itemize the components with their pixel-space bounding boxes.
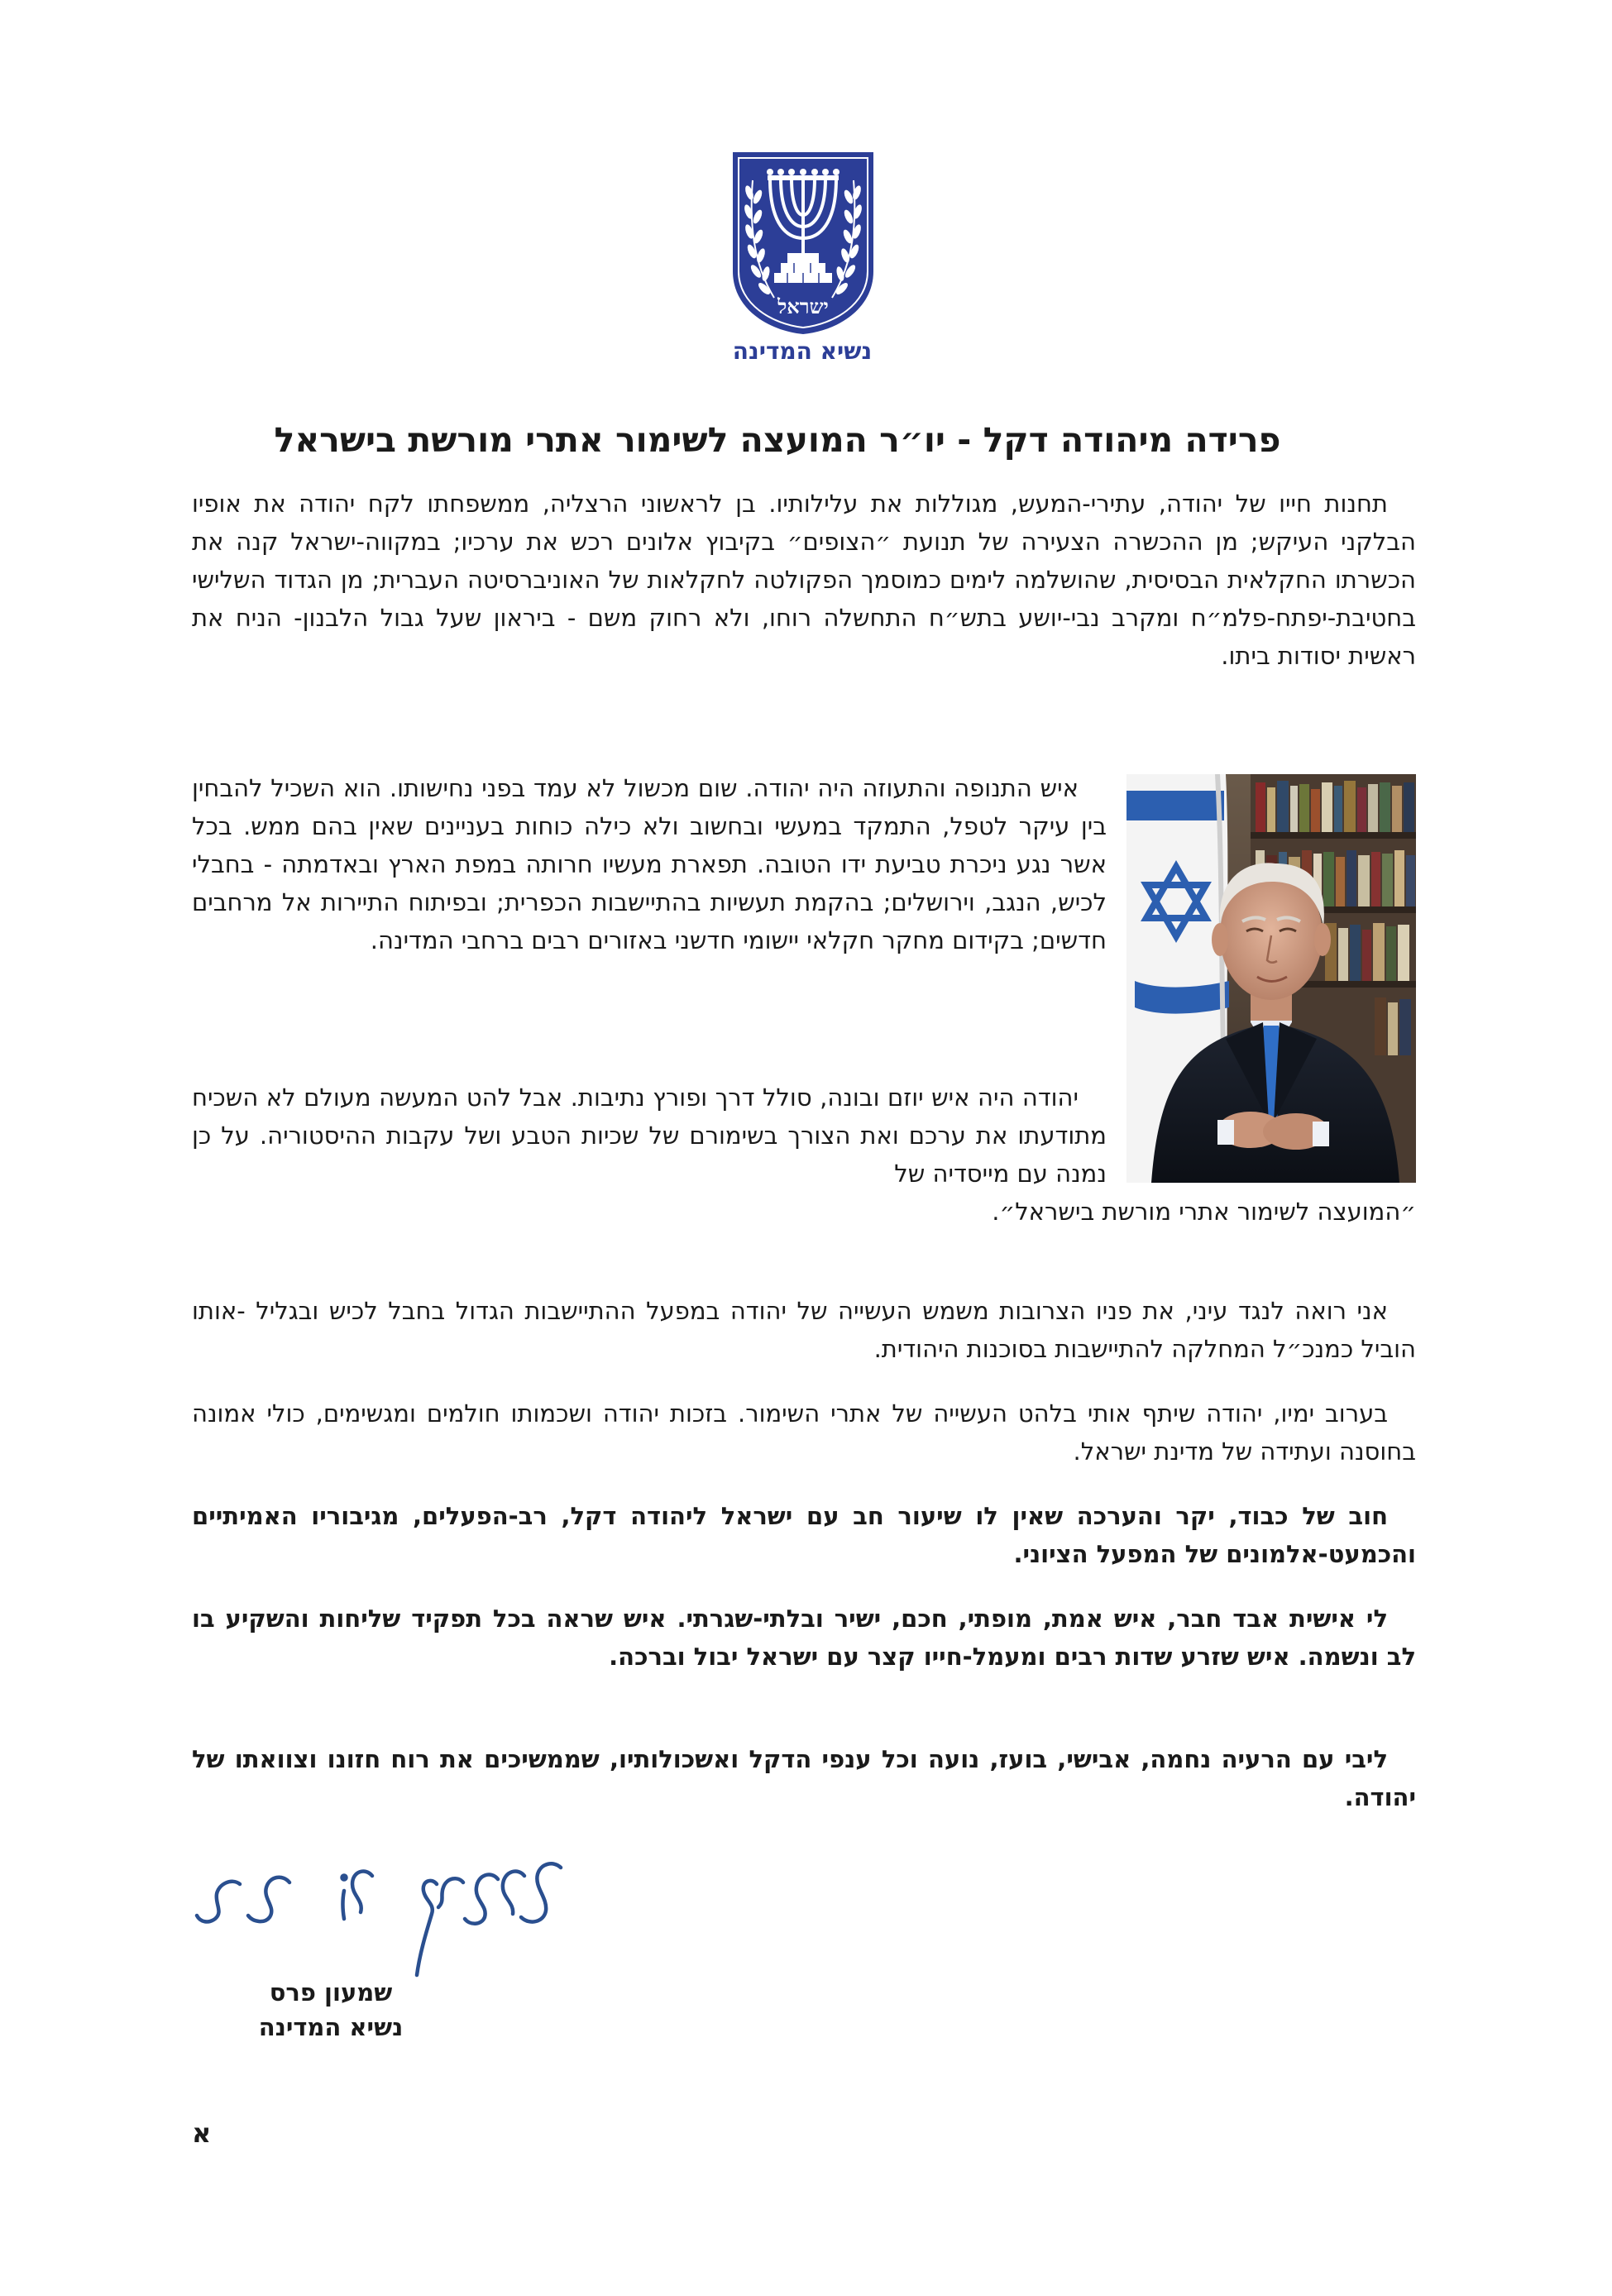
- signatory-role: נשיא המדינה: [258, 2013, 404, 2041]
- paragraph-initiator-continued: [192, 1193, 1416, 1231]
- portrait-photo: [1126, 774, 1416, 1183]
- paragraph-debt-of-honor: [192, 1497, 1416, 1573]
- document-title: פרידה מיהודה דקל - יו״ר המועצה לשימור אתרי מורשת בישראל: [274, 420, 1281, 460]
- paragraph-character: [192, 769, 1107, 959]
- paragraph-late-years: [192, 1394, 1416, 1471]
- state-emblem-icon: [728, 147, 878, 337]
- emblem-caption: נשיא המדינה: [732, 337, 873, 365]
- paragraph-personal-loss: [192, 1600, 1416, 1676]
- emblem-lettering: ישראל: [777, 294, 829, 318]
- paragraph-text: אני רואה לנגד עיני, את פניו הצרובות משמש העשייה של יהודה במפעל ההתיישבות הגדול בחבל לכיש ובגליל -אותו הוביל כמנכ״ל המחלקה להתיישבות בסוכנות היהודית.: [192, 1297, 1416, 1363]
- paragraph-text: איש התנופה והתעוזה היה יהודה. שום מכשול לא עמד בפני נחישותו. הוא השכיל להבחין בין עיקר לטפל, התמקד במעשי ובחשוב ולא כילה כוחות בעניינים שאין בהם ממש. בכל אשר נגע ניכרת טביעת ידו הטובה. תפארת מעשיו חרותה במפת הארץ ובאדמתה - בחבלי לכיש, הנגב, וירושלים; בהקמת תעשיות בהתיישבות הכפרית; ובפיתוח התיירות אל מרחבים חדשים; בקידום מחקר חקלאי יישומי חדשני באזורים רבים ברחבי המדינה.: [192, 774, 1107, 954]
- paragraph-text: חוב של כבוד, יקר והערכה שאין לו שיעור חב עם ישראל ליהודה דקל, רב-הפעלים, מגיבוריו האמיתיים והכמעט-אלמונים של המפעל הציוני.: [192, 1502, 1416, 1568]
- paragraph-text: ״המועצה לשימור אתרי מורשת בישראל״.: [992, 1198, 1416, 1226]
- signatory-block: [207, 1975, 455, 2045]
- paragraph-initiator: [192, 1079, 1107, 1193]
- handwritten-signature: [190, 1843, 571, 1983]
- paragraph-text: בערוב ימיו, יהודה שיתף אותי בלהט העשייה של אתרי השימור. בזכות יהודה ושכמותו חולמים ומגשימים, כולי אמונה בחוסנה ועתידה של מדינת ישראל.: [192, 1399, 1416, 1466]
- paragraph-life-stations: [192, 485, 1416, 675]
- signatory-name: שמעון פרס: [269, 1978, 393, 2007]
- paragraph-text: ליבי עם הרעיה נחמה, אבישי, בועז, נועה וכל ענפי הדקל ואשכולותיו, שממשיכים את רוח חזונו וצוואתו של יהודה.: [192, 1745, 1416, 1811]
- paragraph-condolences: [192, 1740, 1416, 1816]
- paragraph-text: יהודה היה איש יוזם ובונה, סולל דרך ופורץ נתיבות. אבל להט המעשה מעולם לא השכיח מתודעתו את ערכם ואת הצורך בשימורם של שכיות הטבע ושל עקבות ההיסטוריה. על כן נמנה עם מייסדיה של: [192, 1083, 1107, 1188]
- page-number: א: [192, 2117, 212, 2149]
- paragraph-memory: [192, 1292, 1416, 1368]
- paragraph-text: לי אישית אבד חבר, איש אמת, מופתי, חכם, ישיר ובלתי-שגרתי. איש שראה בכל תפקיד שליחות והשקיע בו לב ונשמה. איש שזרע שדות רבים ומעמל-חייו קצר עם ישראל יבול וברכה.: [192, 1605, 1416, 1671]
- paragraph-text: תחנות חייו של יהודה, עתירי-המעש, מגוללות את עלילותיו. בן לראשוני הרצליה, ממשפחתו לקח יהודה את אופיו הבלקני העיקש; מן ההכשרה הצעירה של תנועת ״הצופים״ בקיבוץ אלונים רכש את ערכיו; במקווה-ישראל קנה את הכשרתו החקלאית הבסיסית, שהושלמה לימים כמוסמך הפקולטה לחקלאות של האוניברסיטה העברית; מן הגדוד השלישי בחטיבת-יפתח-פלמ״ח ומקרב נבי-יושע בתש״ח התחשלה רוחו, ולא רחוק משם - ביראון שעל גבול הלבנון- הניח את ראשית יסודות ביתו.: [192, 490, 1416, 670]
